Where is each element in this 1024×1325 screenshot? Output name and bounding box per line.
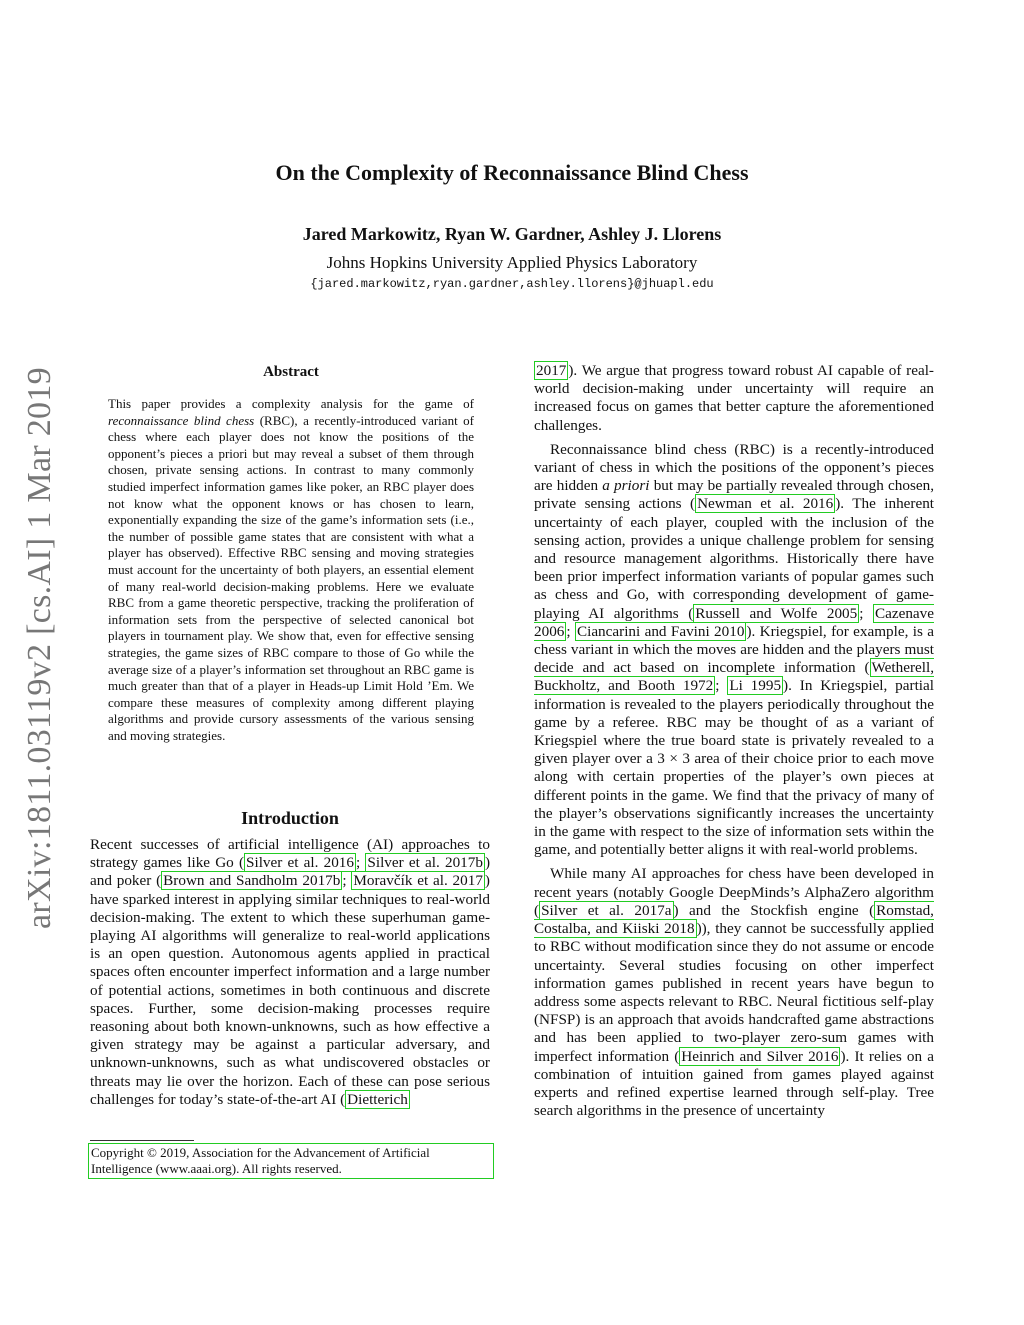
paragraph-continuation: 2017 ). We argue that progress toward robust AI capable of real-world decision-making under uncertainty will require an increased focus on games that better capture the aforementioned challenges. (534, 362, 934, 434)
citation-link[interactable]: Ciancarini and Favini 2010 (576, 622, 745, 640)
citation-link[interactable]: Dietterich (347, 1090, 408, 1108)
abstract-text: This paper provides a complexity analysis for the game of reconnaissance blind chess (RBC), a recently-introduced variant of chess where each player does not know the positions of the opponent’s pieces a priori but may reveal a subset of them through chosen, private sensing actions. In contrast to many commonly studied imperfect information games like poker, an RBC player does not know what the opponent knows or has chosen to learn, exponentially expanding the size of the game’s information sets (i.e., the number of possible game states that are consistent with what a player has observed). Effective RBC sensing and moving strategies must account for the uncertainty of both players, an essential element of many real-world decision-making problems. Here we evaluate RBC from a game theoretic perspective, tracking the proliferation of information sets from the perspective of selected canonical bot players in tournament play. We show that, even for effective sensing strategies, the game sizes of RBC compare to those of Go while the average size of a player’s information set throughout an RBC game is much greater than that of a player in Heads-up Limit Hold ’Em. We compare these measures of complexity among different playing algorithms and provide cursory assessments of the various sensing and moving strategies. (108, 396, 474, 743)
citation-link[interactable]: Brown and Sandholm 2017b (163, 872, 341, 890)
citation-link[interactable]: Heinrich and Silver 2016 (681, 1047, 839, 1065)
affiliation: Johns Hopkins University Applied Physics Laboratory (326, 253, 698, 272)
citation-link[interactable]: Li 1995 (729, 677, 782, 695)
citation-link[interactable]: Romstad, Costalba, and Kiiski 2018 (534, 901, 934, 938)
footnote-divider (90, 1140, 194, 1141)
arxiv-identifier-stamp (21, 365, 58, 930)
citation-link[interactable]: Wetherell, Buckholtz, and Booth 1972 (534, 659, 934, 695)
citation-link[interactable]: Newman et al. 2016 (697, 495, 834, 513)
citation-link[interactable]: Silver et al. 2016 (246, 854, 354, 872)
related-work-paragraph: While many AI approaches for chess have been developed in recent years (notably Google DeepMinds’s AlphaZero algorithm ( Silver et al. 2017a ) and the Stockfish engine ( Romstad, Costalba, and Kiiski 2018 )), they cannot be successfully applied to RBC without modification since they do not assume or encode uncertainty. Several studies focusing on other imperfect information games published in recent years have begun to address some aspects relevant to RBC. Neural fictitious self-play (NFSP) is an approach that avoids handcrafted game abstractions and has been applied to two-player zero-sum games with imperfect information ( Heinrich and Silver 2016 ). It relies on a combination of intuition gained from games played against experts and refined expertise learned through self-play. Tree search algorithms in the presence of uncertainty (534, 865, 935, 1120)
citation-link[interactable]: Silver et al. 2017a (541, 901, 672, 919)
copyright-footnote[interactable]: Copyright © 2019, Association for the Advancement of Artificial Intelligence (www.aaai.org). All rights reserved. (88, 1143, 494, 1179)
author-list: Jared Markowitz, Ryan W. Gardner, Ashley J. Llorens (302, 224, 722, 244)
right-column (534, 362, 934, 1120)
paper-title: On the Complexity of Reconnaissance Blind Chess (275, 160, 749, 185)
citation-link[interactable]: 2017 (536, 362, 567, 379)
abstract-heading: Abstract (263, 364, 319, 380)
citation-link[interactable]: Cazenave 2006 (534, 604, 934, 640)
introduction-paragraph: Recent successes of artificial intelligence (AI) approaches to strategy games like Go ( Silver et al. 2016 ; Silver et al. 2017b ) and poker ( Brown and Sandholm 2017b ; Moravčík et al. 2017 ) have sparked interest in applying similar techniques to real-world decision-making. The extent to which these superhuman game-playing AI algorithms will generalize to real-world applications is an open question. Autonomous agents applied in practical spaces often encounter imperfect information and a large number of potential actions, sometimes in both continuous and discrete spaces. Further, some decision-making processes require reasoning about both known-unknowns, such as how effective a given strategy may be against a particular adversary, and unknown-unknowns, such as what undiscovered obstacles or threats may lie over the horizon. Each of these can pose serious challenges for today’s state-of-the-art AI ( Dietterich (90, 836, 491, 1108)
author-emails: {jared.markowitz,ryan.gardner,ashley.llorens}@jhuapl.edu (310, 277, 714, 291)
citation-link[interactable]: Russell and Wolfe 2005 (695, 604, 858, 622)
citation-link[interactable]: Moravčík et al. 2017 (353, 872, 483, 890)
rbc-paragraph: Reconnaissance blind chess (RBC) is a recently-introduced variant of chess in which the positions of the opponent’s pieces are hidden a priori but may be partially revealed through chosen, private sensing actions ( Newman et al. 2016 ). The inherent uncertainty of each player, coupled with the inclusion of the sensing action, provides a unique challenge problem for sensing and resource management algorithms. Historically there have been prior imperfect information variants of popular games such as chess and Go, with corresponding development of game-playing AI algorithms ( Russell and Wolfe 2005 ; Cazenave 2006 ; Ciancarini and Favini 2010 ). Kriegspiel, for example, is a chess variant in which the moves are hidden and the players must decide and act based on incomplete information ( Wetherell, Buckholtz, and Booth 1972 ; Li 1995 ). In Kriegspiel, partial information is revealed to the players periodically throughout the game by a referee. RBC may be thought of as a variant of Kriegspiel where the true board state is privately revealed to a given player over a 3 × 3 area of their choice prior to each move along with certain properties of the player’s own pieces at different points in the game. We find that the privacy of many of the player’s observations significantly increases the uncertainty in the game with respect to the size of information sets within the game, and potentially better aligns it with real-world problems. (534, 440, 935, 859)
arxiv-identifier-text: arXiv:1811.03119v2 [cs.AI] 1 Mar 2019 (21, 366, 58, 929)
citation-link[interactable]: Silver et al. 2017b (367, 854, 483, 872)
introduction-heading: Introduction (241, 808, 339, 828)
